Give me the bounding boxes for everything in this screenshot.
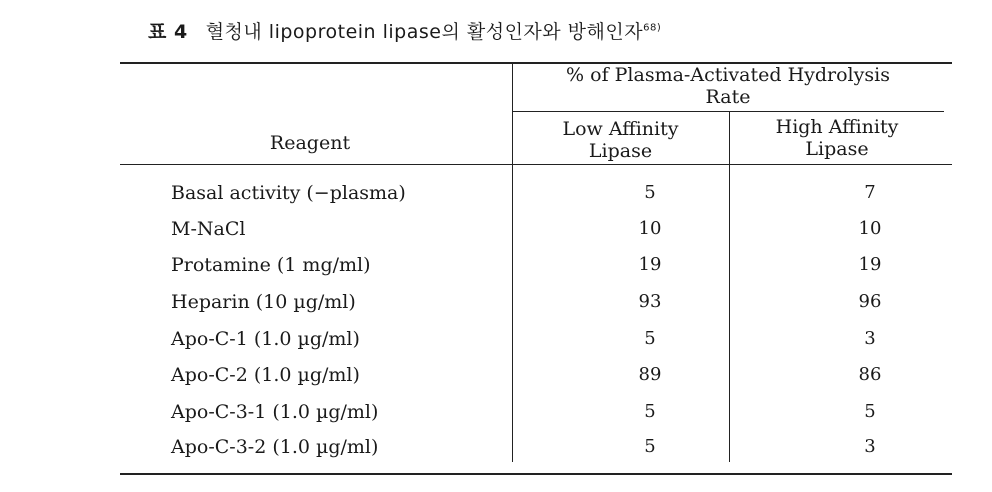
high-affinity-cell: 86	[858, 364, 882, 385]
table-row	[0, 286, 992, 322]
column-header-low-line1: Low Affinity	[562, 118, 679, 140]
reagent-cell: Apo-C-3-2 (1.0 µg/ml)	[171, 436, 379, 458]
reagent-cell: Apo-C-3-1 (1.0 µg/ml)	[171, 401, 379, 423]
high-affinity-cell: 10	[858, 218, 882, 239]
low-affinity-cell: 89	[638, 364, 662, 385]
high-affinity-cell: 96	[858, 291, 882, 312]
table-caption	[148, 17, 661, 44]
column-header-reagent-label: Reagent	[269, 132, 351, 154]
low-affinity-cell: 19	[638, 254, 662, 275]
table-row	[0, 431, 992, 467]
column-header-high-line2: Lipase	[805, 138, 869, 160]
high-affinity-cell: 3	[864, 328, 876, 349]
reagent-cell: Apo-C-2 (1.0 µg/ml)	[171, 364, 360, 386]
reagent-cell: M-NaCl	[171, 218, 246, 240]
column-header-low-affinity	[512, 118, 729, 162]
table-row	[0, 249, 992, 285]
reference-marker: 68)	[643, 22, 662, 34]
table-row	[0, 396, 992, 432]
column-header-high-line1: High Affinity	[775, 116, 899, 138]
table-title: 혈청내 lipoprotein lipase의 활성인자와 방해인자	[205, 21, 644, 43]
high-affinity-cell: 19	[858, 254, 882, 275]
bottom-rule	[120, 473, 952, 475]
table-number: 표 4	[148, 21, 188, 43]
table-row	[0, 323, 992, 359]
column-group-header-line2: Rate	[705, 86, 751, 108]
table-row	[0, 177, 992, 213]
low-affinity-cell: 5	[644, 328, 656, 349]
low-affinity-cell: 5	[644, 436, 656, 457]
reagent-cell: Heparin (10 µg/ml)	[171, 291, 356, 313]
high-affinity-cell: 7	[864, 182, 876, 203]
high-affinity-cell: 3	[864, 436, 876, 457]
reagent-cell: Protamine (1 mg/ml)	[171, 254, 371, 276]
header-bottom-rule	[120, 164, 952, 165]
table-row	[0, 213, 992, 249]
reagent-cell: Apo-C-1 (1.0 µg/ml)	[171, 328, 360, 350]
column-group-header	[512, 64, 944, 108]
column-header-reagent	[200, 132, 420, 154]
low-affinity-cell: 5	[644, 401, 656, 422]
high-affinity-cell: 5	[864, 401, 876, 422]
column-header-low-line2: Lipase	[588, 140, 653, 162]
reagent-cell: Basal activity (−plasma)	[171, 182, 406, 204]
column-header-high-affinity	[730, 116, 944, 160]
low-affinity-cell: 5	[644, 182, 656, 203]
table-row	[0, 359, 992, 395]
column-group-header-line1: % of Plasma-Activated Hydrolysis	[566, 64, 890, 86]
group-underline	[512, 111, 944, 112]
low-affinity-cell: 10	[638, 218, 662, 239]
low-affinity-cell: 93	[638, 291, 662, 312]
